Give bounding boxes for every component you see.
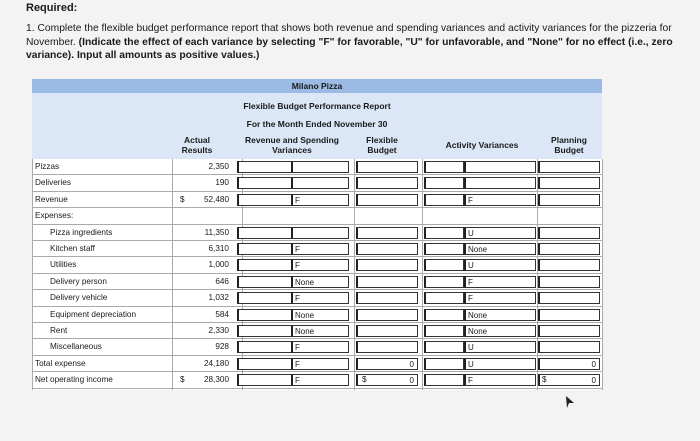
rev-spend-amount-input[interactable] [237, 259, 293, 271]
row-divider [32, 371, 602, 372]
activity-effect-select[interactable]: U [464, 227, 536, 239]
planning-budget-input[interactable]: 0 [538, 374, 600, 386]
row-label: Deliveries [35, 178, 71, 188]
activity-effect-select[interactable]: U [464, 341, 536, 353]
planning-budget-input[interactable] [538, 243, 600, 255]
activity-amount-input[interactable] [424, 292, 464, 304]
flexible-budget-input[interactable] [356, 325, 418, 337]
flexible-budget-input[interactable] [356, 194, 418, 206]
rev-spend-amount-input[interactable] [237, 243, 293, 255]
col-rev-spend: Revenue and Spending Variances [245, 135, 339, 155]
col-flexible: Flexible Budget [366, 135, 398, 155]
actual-value: 190 [215, 178, 229, 188]
row-label: Delivery person [50, 276, 107, 286]
report-period: For the Month Ended November 30 [246, 119, 388, 129]
activity-effect-select[interactable]: F [464, 276, 536, 288]
flexible-budget-input[interactable] [356, 259, 418, 271]
row-divider [32, 355, 602, 356]
flexible-budget-input[interactable] [356, 292, 418, 304]
actual-value: 52,480 [203, 194, 229, 204]
planning-budget-input[interactable] [538, 276, 600, 288]
activity-amount-input[interactable] [424, 243, 464, 255]
planning-budget-input[interactable] [538, 259, 600, 271]
activity-effect-select[interactable]: F [464, 292, 536, 304]
row-divider [32, 256, 602, 257]
row-divider [32, 273, 602, 274]
row-divider [32, 338, 602, 339]
flexible-budget-input[interactable] [356, 276, 418, 288]
instructions-plain: 1. Complete the flexible budget performance report that shows both revenue and spending variances and activity variances for the pizzeria for November. [26, 23, 672, 48]
rev-spend-effect-select[interactable]: None [291, 276, 349, 288]
activity-amount-input[interactable] [424, 374, 464, 386]
dollar-sign: $ [362, 375, 367, 385]
dollar-sign: $ [180, 375, 185, 385]
row-label: Kitchen staff [50, 244, 95, 253]
activity-effect-select[interactable] [464, 161, 536, 173]
planning-budget-input[interactable] [538, 341, 600, 353]
row-label: Delivery vehicle [50, 293, 108, 303]
activity-amount-input[interactable] [424, 227, 464, 239]
flexible-budget-input[interactable] [356, 177, 418, 189]
row-divider [32, 174, 602, 175]
instructions-bold: (Indicate the effect of each variance by selecting "F" for favorable, "U" for unfavorable, and "None" for no effect (i.e., zero variance). Input all amounts as positive values.) [26, 36, 673, 61]
activity-amount-input[interactable] [424, 309, 464, 321]
activity-effect-select[interactable]: None [464, 325, 536, 337]
activity-effect-select[interactable] [464, 177, 536, 189]
row-divider [32, 306, 602, 307]
rev-spend-effect-select[interactable] [291, 227, 349, 239]
rev-spend-effect-select[interactable]: F [291, 292, 349, 304]
row-label: Equipment depreciation [50, 309, 137, 319]
performance-report [32, 79, 602, 390]
col-actual: Actual Results [181, 135, 213, 155]
rev-spend-effect-select[interactable]: None [291, 309, 349, 321]
row-label: Miscellaneous [50, 342, 102, 352]
rev-spend-amount-input[interactable] [237, 341, 293, 353]
rev-spend-amount-input[interactable] [237, 325, 293, 337]
rev-spend-effect-select[interactable]: F [291, 194, 349, 206]
activity-effect-select[interactable]: None [464, 309, 536, 321]
report-title: Flexible Budget Performance Report [243, 101, 391, 111]
rev-spend-amount-input[interactable] [237, 309, 293, 321]
activity-amount-input[interactable] [424, 259, 464, 271]
actual-value: 11,350 [204, 227, 229, 237]
rev-spend-effect-select[interactable] [291, 161, 349, 173]
dollar-sign: $ [180, 194, 185, 204]
column-divider [602, 159, 603, 390]
row-label: Pizza ingredients [50, 227, 113, 237]
planning-budget-input[interactable] [538, 161, 600, 173]
activity-effect-select[interactable]: None [464, 243, 536, 255]
actual-value: 1,032 [208, 293, 229, 303]
activity-amount-input[interactable] [424, 194, 464, 206]
actual-value: 1,000 [208, 260, 229, 270]
planning-budget-input[interactable] [538, 292, 600, 304]
mouse-cursor-icon [563, 395, 575, 409]
row-label: Rent [50, 326, 68, 335]
planning-budget-input[interactable] [538, 177, 600, 189]
activity-amount-input[interactable] [424, 177, 464, 189]
actual-value: 928 [215, 342, 229, 352]
row-divider [32, 240, 602, 241]
row-divider [32, 322, 602, 323]
flexible-budget-input[interactable] [356, 227, 418, 239]
activity-effect-select[interactable]: U [464, 259, 536, 271]
rev-spend-effect-select[interactable]: F [291, 259, 349, 271]
rev-spend-amount-input[interactable] [237, 358, 293, 370]
planning-budget-input[interactable] [538, 227, 600, 239]
company-name: Milano Pizza [291, 81, 343, 91]
rev-spend-amount-input[interactable] [237, 227, 293, 239]
activity-effect-select[interactable]: U [464, 358, 536, 370]
row-divider [32, 191, 602, 192]
row-label: Pizzas [35, 162, 60, 171]
flexible-budget-input[interactable] [356, 341, 418, 353]
activity-amount-input[interactable] [424, 358, 464, 370]
actual-value: 6,310 [208, 244, 229, 253]
activity-effect-select[interactable]: F [464, 374, 536, 386]
rev-spend-effect-select[interactable]: F [291, 374, 349, 386]
row-divider [32, 224, 602, 225]
planning-budget-input[interactable] [538, 309, 600, 321]
planning-budget-input[interactable] [538, 194, 600, 206]
rev-spend-amount-input[interactable] [237, 177, 293, 189]
flexible-budget-input[interactable]: 0 [356, 374, 418, 386]
row-label: Expenses: [35, 211, 74, 221]
col-activity: Activity Variances [445, 140, 519, 150]
planning-budget-input[interactable] [538, 325, 600, 337]
actual-value: 2,350 [208, 162, 229, 171]
instructions [26, 22, 686, 63]
row-divider [32, 388, 602, 389]
activity-amount-input[interactable] [424, 325, 464, 337]
report-header [32, 79, 602, 159]
required-heading: Required: [26, 2, 78, 14]
rev-spend-amount-input[interactable] [237, 194, 293, 206]
flexible-budget-input[interactable] [356, 161, 418, 173]
activity-amount-input[interactable] [424, 276, 464, 288]
activity-effect-select[interactable]: F [464, 194, 536, 206]
actual-value: 2,330 [208, 326, 229, 335]
planning-budget-input[interactable]: 0 [538, 358, 600, 370]
rev-spend-amount-input[interactable] [237, 276, 293, 288]
rev-spend-effect-select[interactable]: None [291, 325, 349, 337]
rev-spend-effect-select[interactable] [291, 177, 349, 189]
row-label: Revenue [35, 194, 68, 204]
rev-spend-amount-input[interactable] [237, 292, 293, 304]
actual-value: 24,180 [203, 358, 229, 368]
flexible-budget-input[interactable]: 0 [356, 358, 418, 370]
row-label: Net operating income [35, 375, 113, 385]
flexible-budget-input[interactable] [356, 243, 418, 255]
rev-spend-amount-input[interactable] [237, 374, 293, 386]
row-label: Utilities [50, 260, 77, 270]
rev-spend-effect-select[interactable]: F [291, 341, 349, 353]
row-divider [32, 289, 602, 290]
rev-spend-effect-select[interactable]: F [291, 243, 349, 255]
actual-value: 28,300 [203, 375, 229, 385]
flexible-budget-input[interactable] [356, 309, 418, 321]
row-label: Total expense [35, 358, 86, 368]
dollar-sign: $ [542, 375, 547, 385]
rev-spend-effect-select[interactable]: F [291, 358, 349, 370]
activity-amount-input[interactable] [424, 341, 464, 353]
col-planning: Planning Budget [551, 135, 587, 155]
activity-amount-input[interactable] [424, 161, 464, 173]
rev-spend-amount-input[interactable] [237, 161, 293, 173]
actual-value: 646 [215, 276, 229, 286]
row-divider [32, 207, 602, 208]
actual-value: 584 [215, 309, 229, 319]
